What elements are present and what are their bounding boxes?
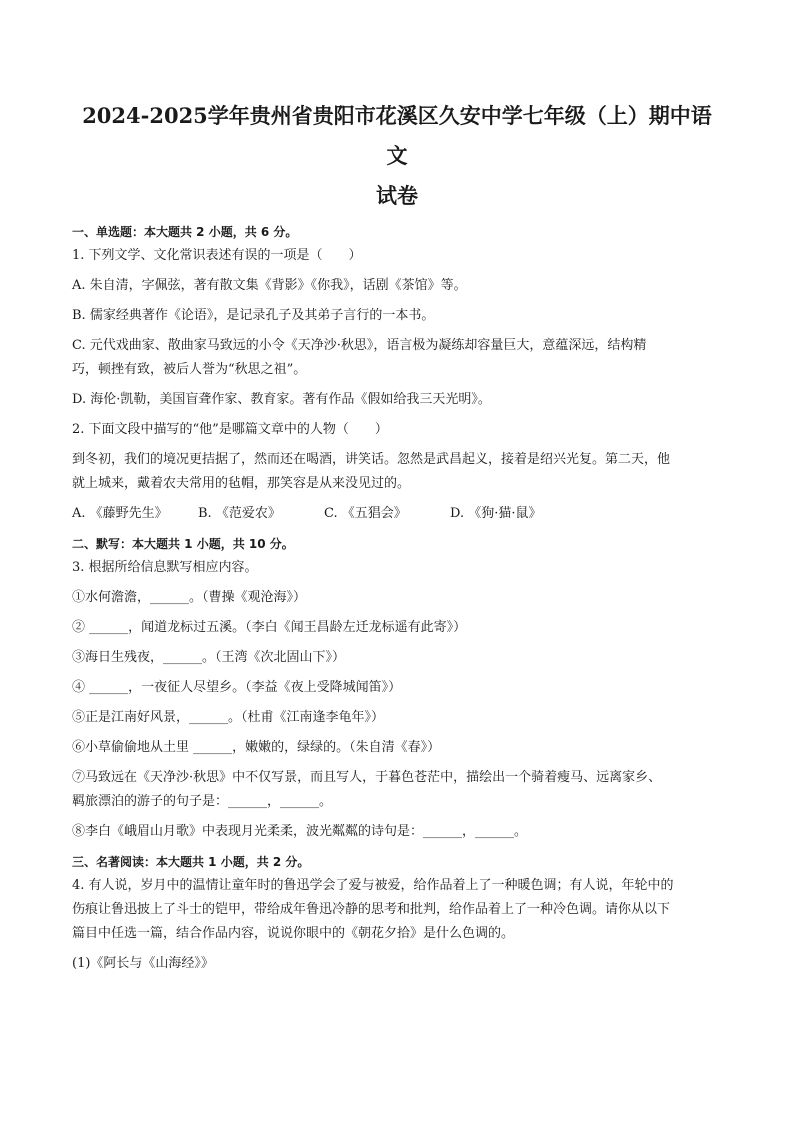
question-4-sub-1: (1)《阿长与《山海经》》 xyxy=(72,956,214,971)
question-3-item-1: ①水何澹澹，______。（曹操《观沧海》） xyxy=(72,590,307,605)
question-3-item-7-line1: ⑦马致远在《天净沙·秋思》中不仅写景，而且写人，于暮色苍茫中，描绘出一个骑着瘦马、远离家乡、 xyxy=(72,770,662,785)
question-1-option-d: D. 海伦·凯勒，美国盲聋作家、教育家。著有作品《假如给我三天光明》。 xyxy=(72,392,491,407)
question-3-item-3: ③海日生残夜，______。（王湾《次北固山下》） xyxy=(72,650,346,665)
question-2-passage-line2: 就上城来，戴着农夫常用的毡帽，那笑容是从来没见过的。 xyxy=(72,476,411,491)
question-2-options xyxy=(72,504,722,524)
question-1-option-c-line2: 巧，顿挫有致，被后人誉为“秋思之祖”。 xyxy=(72,362,307,377)
question-2-option-b: B. 《范爱农》 xyxy=(198,506,281,521)
question-3-item-6: ⑥小草偷偷地从土里 ______，嫩嫩的，绿绿的。（朱自清《春》） xyxy=(72,740,441,755)
section-heading-1: 一、单选题：本大题共 2 小题，共 6 分。 xyxy=(72,225,298,239)
question-1-stem: 1. 下列文学、文化常识表述有误的一项是（ ） xyxy=(72,248,362,263)
question-2-option-c: C. 《五猖会》 xyxy=(324,506,407,521)
question-4-line1: 4. 有人说，岁月中的温情让童年时的鲁迅学会了爱与被爱，给作品着上了一种暖色调；有人说，年轮中的 xyxy=(72,878,674,893)
question-2-passage-line1: 到冬初，我们的境况更拮据了，然而还在喝酒，讲笑话。忽然是武昌起义，接着是绍兴光复。第二天，他 xyxy=(72,452,671,467)
question-3-item-4: ④ ______，一夜征人尽望乡。（李益《夜上受降城闻笛》） xyxy=(72,680,402,695)
question-3-item-7-line2: 羁旅漂泊的游子的句子是：______，______。 xyxy=(72,794,333,809)
question-2-option-d: D. 《狗·猫·鼠》 xyxy=(450,506,542,521)
question-2-stem: 2. 下面文段中描写的“他”是哪篇文章中的人物（ ） xyxy=(72,422,388,437)
question-3-item-2: ② ______，闻道龙标过五溪。（李白《闻王昌龄左迁龙标遥有此寄》） xyxy=(72,620,467,635)
question-3-item-5: ⑤正是江南好风景，______。（杜甫《江南逢李龟年》） xyxy=(72,710,385,725)
title-line-2: 试卷 xyxy=(376,183,418,208)
section-heading-2: 二、默写：本大题共 1 小题，共 10 分。 xyxy=(72,537,294,551)
question-2-option-a: A. 《藤野先生》 xyxy=(72,506,168,521)
section-heading-3: 三、名著阅读：本大题共 1 小题，共 2 分。 xyxy=(72,855,310,869)
question-1-option-b: B. 儒家经典著作《论语》，是记录孔子及其弟子言行的一本书。 xyxy=(72,308,435,323)
question-4-line3: 篇目中任选一篇，结合作品内容，说说你眼中的《朝花夕拾》是什么色调的。 xyxy=(72,926,515,941)
question-1-option-a: A. 朱自清，字佩弦，著有散文集《背影》《你我》，话剧《茶馆》等。 xyxy=(72,278,467,293)
page-title xyxy=(72,0,722,216)
question-4-line2: 伤痕让鲁迅披上了斗士的铠甲，带给成年鲁迅冷静的思考和批判，给作品着上了一种冷色调。请你从以下 xyxy=(72,902,671,917)
title-line-1: 2024-2025学年贵州省贵阳市花溪区久安中学七年级（上）期中语文 xyxy=(82,103,712,168)
question-3-item-8: ⑧李白《峨眉山月歌》中表现月光柔柔，波光粼粼的诗句是：______，______。 xyxy=(72,824,528,839)
question-1-option-c-line1: C. 元代戏曲家、散曲家马致远的小令《天净沙·秋思》，语言极为凝练却容量巨大，意蕴深远，结构精 xyxy=(72,338,647,353)
question-3-stem: 3. 根据所给信息默写相应内容。 xyxy=(72,560,258,575)
